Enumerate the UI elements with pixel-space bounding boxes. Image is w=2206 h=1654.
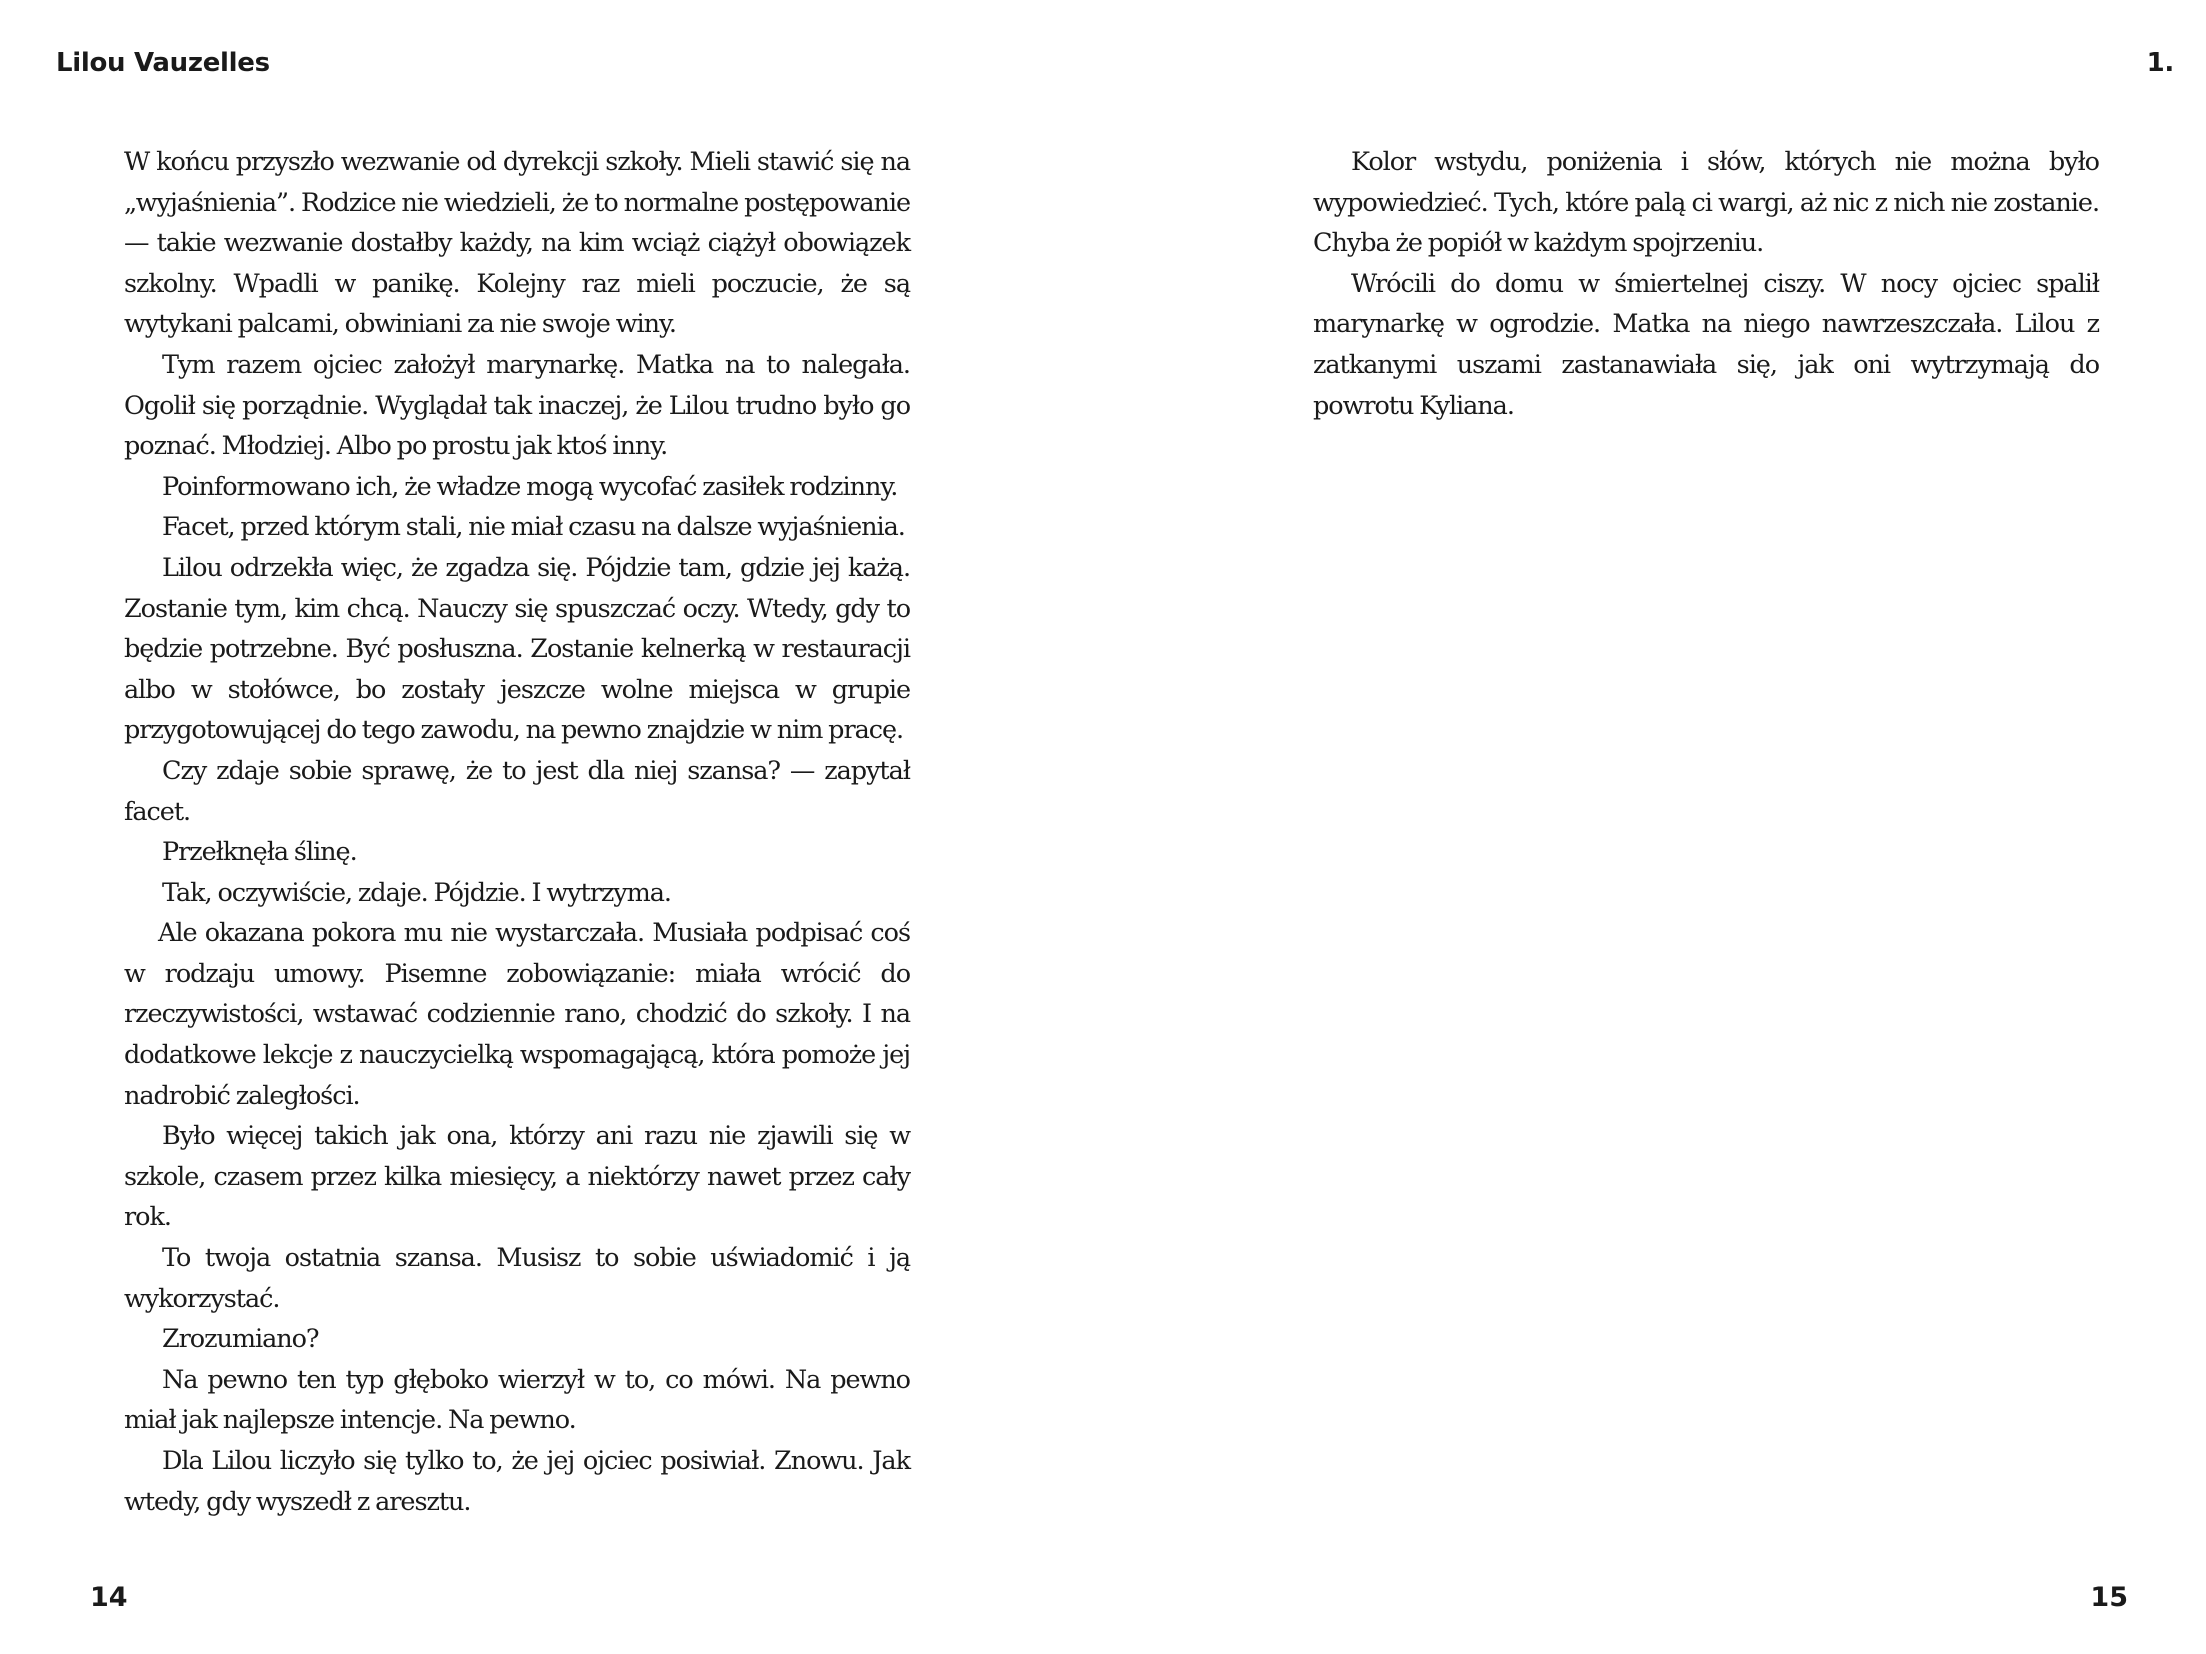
paragraph: Dla Lilou liczyło się tylko to, że jej ojciec posiwiał. Znowu. Jak wtedy, gdy wyszedł z aresztu. xyxy=(124,1446,910,1517)
paragraph: Lilou odrzekła więc, że zgadza się. Pójdzie tam, gdzie jej każą. Zostanie tym, kim chcą. Nauczy się spuszczać oczy. Wtedy, gdy to będzie potrzebne. Być posłuszna. Zostanie kelnerką w restauracji albo w stołówce, bo zostały jeszcze wolne miejsca w grupie przygotowującej do tego zawodu, na pewno znajdzie w nim pracę. xyxy=(124,552,910,746)
left-page-text xyxy=(124,142,910,1522)
paragraph: Wrócili do domu w śmiertelnej ciszy. W nocy ojciec spalił marynarkę w ogrodzie. Matka na niego nawrzeszczała. Lilou z zatkanymi uszami zastanawiała się, jak oni wytrzymają do powrotu Kyliana. xyxy=(1313,268,2099,421)
paragraph: Ale okazana pokora mu nie wystarczała. Musiała podpisać coś w rodzaju umowy. Pisemne zobowiązanie: miała wrócić do rzeczywistości, wstawać codziennie rano, chodzić do szkoły. I na dodatkowe lekcje z nauczycielką wspomagającą, która pomoże jej nadrobić zaległości. xyxy=(124,918,910,1111)
paragraph: W końcu przyszło wezwanie od dyrekcji szkoły. Mieli stawić się na „wyjaśnienia”. Rodzice nie wiedzieli, że to normalne postępowanie — takie wezwanie dostałby każdy, na kim wciąż ciążył obowiązek szkolny. Wpadli w panikę. Kolejny raz mieli poczucie, że są wytykani palcami, obwiniani za nie swoje winy. xyxy=(124,147,910,340)
paragraph: To twoja ostatnia szansa. Musisz to sobie uświadomić i ją wykorzystać. xyxy=(124,1243,910,1314)
page-number-right: 15 xyxy=(2090,1582,2128,1613)
paragraph: Facet, przed którym stali, nie miał czasu na dalsze wyjaśnienia. xyxy=(162,512,905,543)
paragraph: Czy zdaje sobie sprawę, że to jest dla niej szansa? — zapytał facet. xyxy=(124,755,910,827)
paragraph: Kolor wstydu, poniżenia i słów, których nie można było wypowiedzieć. Tych, które palą ci wargi, aż nic z nich nie zostanie. Chyba że popiół w każdym spojrzeniu. xyxy=(1313,147,2099,259)
paragraph: Tak, oczywiście, zdaje. Pójdzie. I wytrzyma. xyxy=(162,877,671,908)
running-head-chapter: 1. xyxy=(2146,48,2174,78)
page-number-left: 14 xyxy=(90,1582,128,1613)
paragraph: Zrozumiano? xyxy=(162,1324,319,1355)
paragraph: Było więcej takich jak ona, którzy ani razu nie zjawili się w szkole, czasem przez kilka miesięcy, a niektórzy nawet przez cały rok. xyxy=(124,1121,910,1233)
running-head-author: Lilou Vauzelles xyxy=(56,48,270,78)
paragraph: Przełknęła ślinę. xyxy=(162,837,357,868)
paragraph: Poinformowano ich, że władze mogą wycofać zasiłek rodzinny. xyxy=(162,471,898,502)
paragraph: Tym razem ojciec założył marynarkę. Matka na to nalegała. Ogolił się porządnie. Wyglądał tak inaczej, że Lilou trudno było go poznać. Młodziej. Albo po prostu jak ktoś inny. xyxy=(124,349,910,462)
paragraph: Na pewno ten typ głęboko wierzył w to, co mówi. Na pewno miał jak najlepsze intencje. Na pewno. xyxy=(124,1364,910,1436)
right-page-text xyxy=(1313,142,2099,426)
